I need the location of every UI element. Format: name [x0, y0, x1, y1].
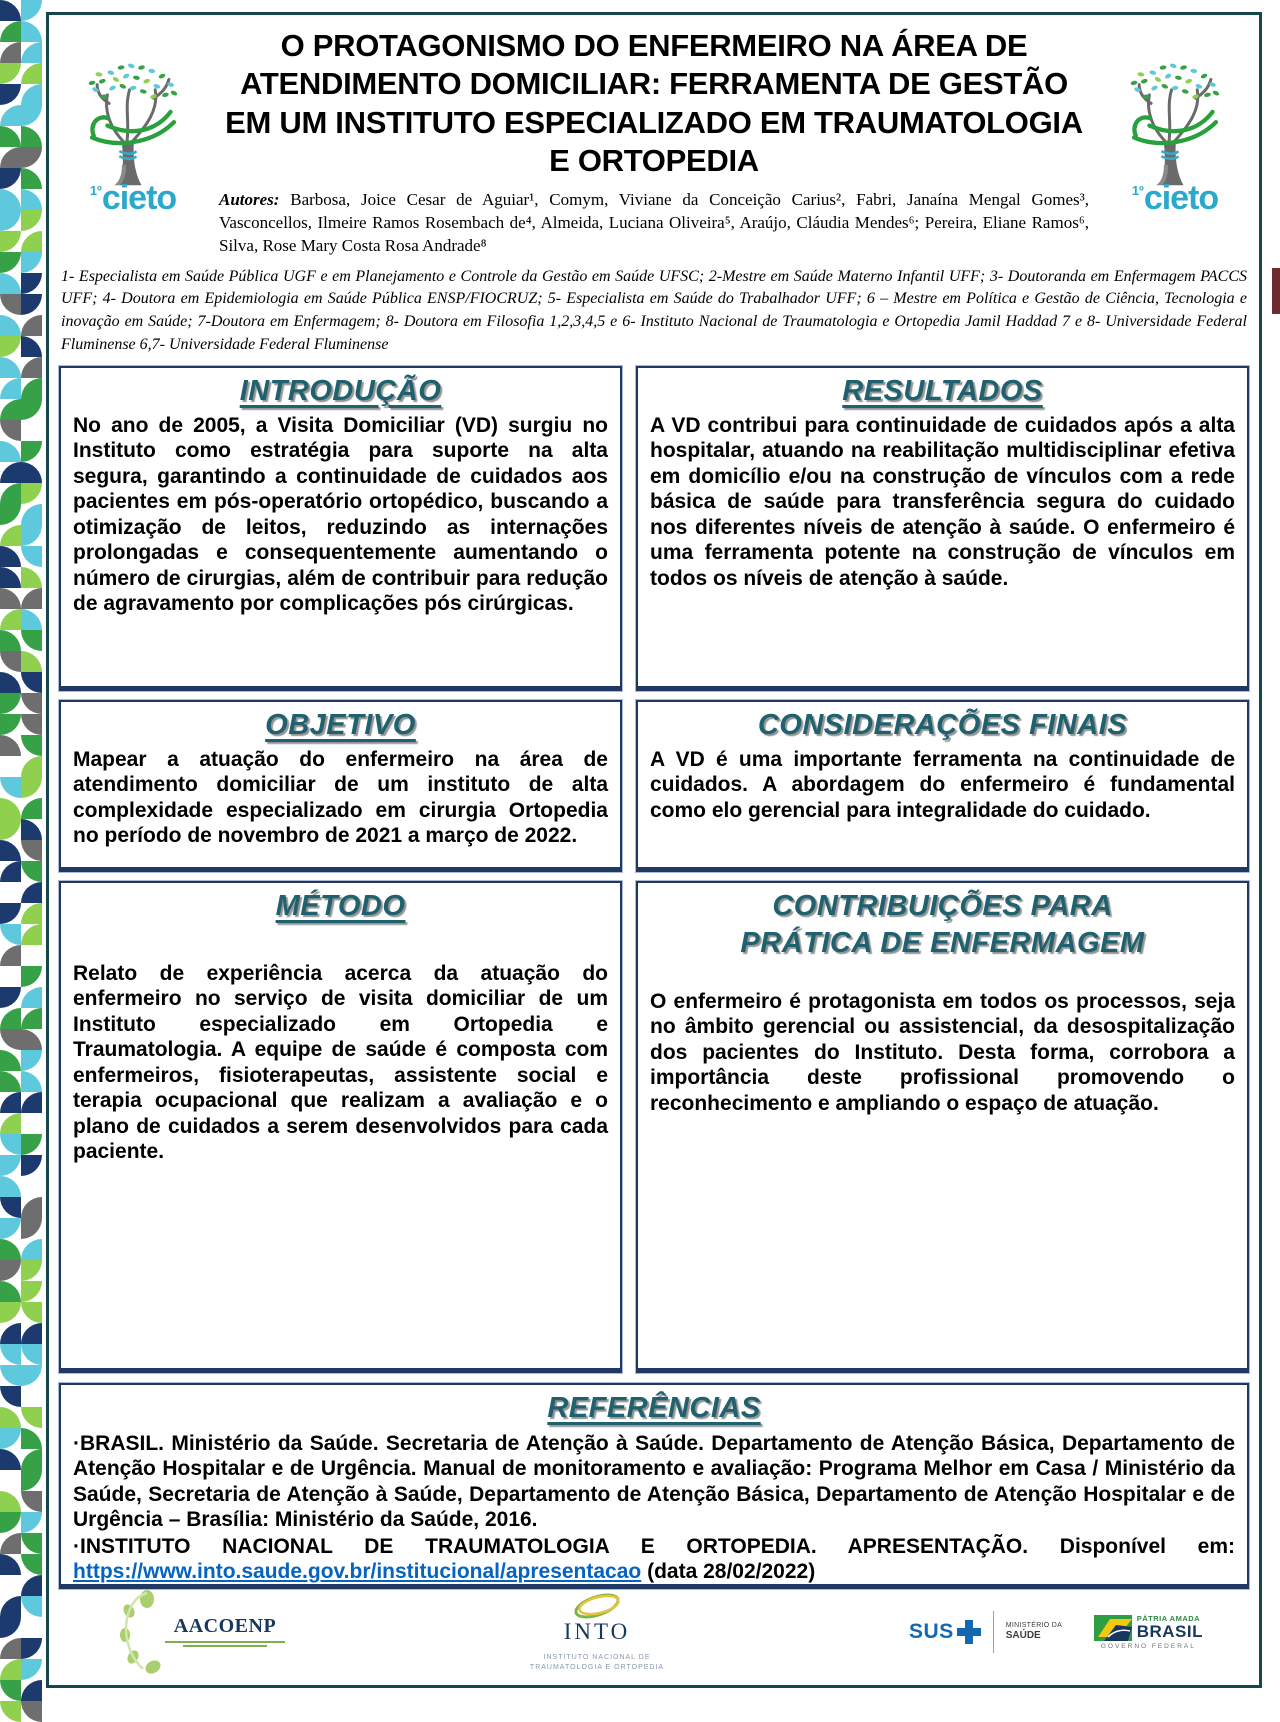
affiliations: 1- Especialista em Saúde Pública UGF e em Planejamento e Controle da Gestão em Saúde UFSC; 2-Mestre em Saúde Materno Infantil UFF; 3- Doutoranda em Enfermagem PACCS UFF; 4- Doutora em Epidemiologia em Saúde Pública ENSP/FIOCRUZ; 5- Especialista em Saúde do Trabalhador UFF; 6 – Mestre em Política e Gestão de Ciência, Tecnologia e inovação em Saúde; 7-Doutora em Enfermagem; 8- Doutora em Filosofia 1,2,3,4,5 e 6- Instituto Nacional de Traumatologia e Ortopedia Jamil Haddad 7 e 8- Universidade Federal Fluminense 6,7- Universidade Federal Fluminense	[61, 267, 1247, 353]
mosaic-cell	[21, 1092, 42, 1113]
mosaic-cell	[21, 567, 42, 588]
mosaic-cell	[21, 189, 42, 210]
mosaic-cell	[0, 1344, 21, 1365]
section-body-resultados: A VD contribui para continuidade de cuidados após a alta hospitalar, atuando na reabilitação multidisciplinar efetiva em domicílio e/ou na construção de vínculos com a rede básica de saúde para transferência segura do cuidado nos diferentes níveis de atenção à saúde. O enfermeiro é uma ferramenta potente na construção de vínculos em todos os níveis de atenção à saúde.	[650, 413, 1235, 590]
cieto-name: cieto	[1143, 179, 1219, 217]
brasil-line2: BRASIL	[1136, 1621, 1203, 1641]
mosaic-cell	[0, 1596, 21, 1617]
mosaic-cell	[21, 1281, 42, 1302]
mosaic-cell	[0, 84, 21, 105]
section-introducao	[59, 366, 622, 691]
mosaic-cell	[0, 1449, 21, 1470]
mosaic-cell	[0, 735, 21, 756]
section-heading-introducao: INTRODUÇÃO	[239, 375, 442, 408]
mosaic-cell	[0, 378, 21, 399]
mosaic-cell	[0, 987, 21, 1008]
mosaic-cell	[0, 399, 21, 420]
mosaic-cell	[0, 1638, 21, 1659]
mosaic-cell	[0, 420, 21, 441]
mosaic-cell	[0, 1701, 21, 1722]
mosaic-cell	[0, 63, 21, 84]
mosaic-cell	[21, 1386, 42, 1407]
mosaic-cell	[21, 651, 42, 672]
section-heading-consideracoes: CONSIDERAÇÕES FINAIS	[757, 709, 1128, 742]
mosaic-cell	[21, 357, 42, 378]
decorative-border	[0, 0, 42, 1707]
mosaic-cell	[0, 126, 21, 147]
mosaic-cell	[21, 105, 42, 126]
mosaic-cell	[21, 1218, 42, 1239]
mosaic-cell	[0, 798, 21, 819]
mosaic-cell	[0, 840, 21, 861]
mosaic-cell	[0, 1533, 21, 1554]
mosaic-cell	[21, 273, 42, 294]
mosaic-cell	[21, 1449, 42, 1470]
mosaic-cell	[0, 504, 21, 525]
mosaic-cell	[0, 819, 21, 840]
mosaic-cell	[21, 378, 42, 399]
mosaic-cell	[21, 462, 42, 483]
mosaic-cell	[21, 168, 42, 189]
into-name: INTO	[563, 1618, 631, 1644]
cieto-tree-icon	[74, 59, 192, 187]
ministry-of-health-label	[1006, 1622, 1078, 1642]
section-heading-contribuicoes-line1: CONTRIBUIÇÕES PARA	[772, 890, 1113, 923]
cieto-logo-right	[1101, 59, 1249, 215]
mosaic-cell	[0, 252, 21, 273]
mosaic-cell	[0, 609, 21, 630]
mosaic-cell	[0, 483, 21, 504]
mosaic-cell	[21, 924, 42, 945]
mosaic-cell	[0, 294, 21, 315]
mosaic-cell	[0, 1281, 21, 1302]
mosaic-cell	[21, 42, 42, 63]
mosaic-cell	[0, 1302, 21, 1323]
mosaic-cell	[0, 189, 21, 210]
mosaic-cell	[0, 882, 21, 903]
mosaic-cell	[21, 63, 42, 84]
mosaic-cell	[21, 798, 42, 819]
authors-list: Barbosa, Joice Cesar de Aguiar¹, Comym, Viviane da Conceição Carius², Fabri, Janaína Mengal Gomes³, Vasconcellos, Ilmeire Ramos Rosembach de⁴, Almeida, Luciana Oliveira⁵, Araújo, Cláudia Mendes⁶; Pereira, Eliane Ramos⁶, Silva, Rose Mary Costa Rosa Andrade⁸	[219, 189, 1089, 255]
mosaic-cell	[0, 1470, 21, 1491]
mosaic-cell	[21, 1575, 42, 1596]
section-contribuicoes	[636, 881, 1249, 1373]
mosaic-cell	[21, 1470, 42, 1491]
mosaic-cell	[21, 819, 42, 840]
mosaic-cell	[0, 315, 21, 336]
section-body-contribuicoes: O enfermeiro é protagonista em todos os processos, seja no âmbito gerencial ou assistencial, da desospitalização dos pacientes do Instituto. Desta forma, corrobora a importância deste profissional promovendo o reconhecimento e ampliando o espaço de atuação.	[650, 989, 1235, 1115]
mosaic-cell	[21, 1302, 42, 1323]
mosaic-cell	[0, 168, 21, 189]
mosaic-cell	[0, 1680, 21, 1701]
reference-item	[73, 1534, 1235, 1585]
section-heading-contribuicoes-line2: PRÁTICA DE ENFERMAGEM	[740, 926, 1145, 959]
reference-link[interactable]: https://www.into.saude.gov.br/institucional/apresentacao	[73, 1560, 642, 1584]
mosaic-cell	[21, 987, 42, 1008]
mosaic-cell	[21, 1197, 42, 1218]
mosaic-cell	[0, 1029, 21, 1050]
mosaic-cell	[21, 1155, 42, 1176]
mosaic-cell	[21, 1134, 42, 1155]
mosaic-cell	[0, 336, 21, 357]
mosaic-cell	[0, 1323, 21, 1344]
mosaic-cell	[21, 21, 42, 42]
mosaic-cell	[0, 1554, 21, 1575]
mosaic-cell	[21, 1008, 42, 1029]
reference-text: ·INSTITUTO NACIONAL DE TRAUMATOLOGIA E ORTOPEDIA. APRESENTAÇÃO. Disponível em:	[73, 1534, 1235, 1558]
mosaic-cell	[0, 945, 21, 966]
mosaic-cell	[0, 693, 21, 714]
mosaic-cell	[21, 1512, 42, 1533]
mosaic-cell	[0, 903, 21, 924]
aacoenp-name: AACOENP	[173, 1615, 277, 1637]
ministry-line2: SAÚDE	[1005, 1630, 1041, 1642]
mosaic-cell	[21, 84, 42, 105]
section-resultados	[636, 366, 1249, 691]
mosaic-cell	[0, 714, 21, 735]
mosaic-cell	[0, 1659, 21, 1680]
mosaic-cell	[0, 630, 21, 651]
mosaic-cell	[21, 399, 42, 420]
sus-cross-icon	[957, 1620, 981, 1644]
mosaic-cell	[21, 1239, 42, 1260]
mosaic-cell	[0, 924, 21, 945]
mosaic-cell	[0, 1239, 21, 1260]
mosaic-cell	[0, 861, 21, 882]
mosaic-cell	[21, 588, 42, 609]
mosaic-cell	[21, 1680, 42, 1701]
mosaic-cell	[0, 1617, 21, 1638]
references-list	[73, 1431, 1235, 1589]
brasil-line1: PÁTRIA AMADA	[1136, 1614, 1201, 1624]
mosaic-cell	[0, 525, 21, 546]
mosaic-cell	[0, 777, 21, 798]
mosaic-cell	[21, 840, 42, 861]
mosaic-cell	[0, 1197, 21, 1218]
mosaic-cell	[21, 126, 42, 147]
sections-grid	[59, 366, 1249, 1373]
footer-divider	[993, 1611, 994, 1653]
mosaic-cell	[21, 1428, 42, 1449]
authors-paragraph	[219, 189, 1089, 258]
mosaic-cell	[21, 1533, 42, 1554]
cieto-logo-text	[74, 181, 192, 215]
section-metodo	[59, 881, 622, 1373]
mosaic-cell	[21, 1323, 42, 1344]
poster-title: O PROTAGONISMO DO ENFERMEIRO NA ÁREA DE ATENDIMENTO DOMICILIAR: FERRAMENTA DE GESTÃO EM UM INSTITUTO ESPECIALIZADO EM TRAUMATOLOGIA E ORTOPEDIA	[225, 28, 1083, 179]
mosaic-cell	[21, 861, 42, 882]
mosaic-cell	[0, 0, 21, 21]
section-consideracoes-finais	[636, 700, 1249, 872]
aacoenp-tagline-lines	[165, 1641, 285, 1647]
mosaic-cell	[0, 231, 21, 252]
section-body-consideracoes: A VD é uma importante ferramenta na continuidade de cuidados. A abordagem do enfermeiro é fundamental como elo gerencial para integralidade do cuidado.	[650, 747, 1235, 822]
mosaic-cell	[21, 336, 42, 357]
poster-frame	[46, 12, 1262, 1688]
mosaic-cell	[0, 210, 21, 231]
mosaic-cell	[21, 210, 42, 231]
mosaic-cell	[21, 1701, 42, 1722]
mosaic-cell	[21, 1407, 42, 1428]
mosaic-cell	[21, 525, 42, 546]
brasil-line3: GOVERNO FEDERAL	[1100, 1642, 1196, 1650]
mosaic-cell	[21, 1344, 42, 1365]
mosaic-cell	[21, 756, 42, 777]
mosaic-cell	[0, 441, 21, 462]
mosaic-cell	[21, 693, 42, 714]
mosaic-cell	[21, 630, 42, 651]
reference-text: (data 28/02/2022)	[641, 1560, 816, 1584]
into-caption-line2: TRAUMATOLOGIA E ORTOPEDIA	[529, 1664, 665, 1671]
mosaic-cell	[0, 1113, 21, 1134]
mosaic-cell	[21, 1491, 42, 1512]
mosaic-cell	[21, 735, 42, 756]
sus-logo	[909, 1620, 981, 1644]
mosaic-cell	[21, 1113, 42, 1134]
cieto-tree-icon	[1116, 59, 1234, 187]
mosaic-cell	[0, 1512, 21, 1533]
mosaic-cell	[21, 945, 42, 966]
mosaic-cell	[21, 882, 42, 903]
mosaic-cell	[21, 504, 42, 525]
mosaic-cell	[0, 966, 21, 987]
mosaic-cell	[21, 1029, 42, 1050]
mosaic-cell	[0, 273, 21, 294]
mosaic-cell	[21, 672, 42, 693]
mosaic-cell	[21, 294, 42, 315]
patria-amada-brasil-logo	[1094, 1615, 1203, 1650]
mosaic-cell	[0, 1050, 21, 1071]
mosaic-cell	[0, 1008, 21, 1029]
mosaic-cell	[21, 1071, 42, 1092]
mosaic-cell	[0, 1365, 21, 1386]
mosaic-cell	[21, 1638, 42, 1659]
mosaic-cell	[21, 231, 42, 252]
mosaic-cell	[0, 588, 21, 609]
mosaic-cell	[0, 1092, 21, 1113]
mosaic-cell	[0, 1407, 21, 1428]
section-heading-objetivo: OBJETIVO	[265, 709, 416, 742]
mosaic-cell	[21, 1554, 42, 1575]
mosaic-cell	[0, 1428, 21, 1449]
ministry-line1: MINISTÉRIO DA	[1005, 1622, 1063, 1630]
mosaic-cell	[0, 1134, 21, 1155]
footer-logos	[59, 1589, 1249, 1681]
mosaic-cell	[21, 483, 42, 504]
cieto-edition: 1º	[1131, 183, 1144, 198]
mosaic-cell	[0, 105, 21, 126]
mosaic-cell	[0, 546, 21, 567]
into-swoosh-icon	[565, 1591, 629, 1621]
section-objetivo	[59, 700, 622, 872]
mosaic-cell	[0, 1386, 21, 1407]
mosaic-cell	[21, 1659, 42, 1680]
mosaic-cell	[0, 1155, 21, 1176]
mosaic-cell	[0, 1260, 21, 1281]
section-referencias	[59, 1383, 1249, 1589]
mosaic-cell	[0, 1575, 21, 1596]
section-heading-metodo: MÉTODO	[275, 890, 406, 923]
mosaic-cell	[21, 420, 42, 441]
section-body-introducao: No ano de 2005, a Visita Domiciliar (VD) surgiu no Instituto como estratégia para suporte na alta segura, garantindo a continuidade de cuidados aos pacientes em pós-operatório ortopédico, buscando a otimização de leitos, reduzindo as internações prolongadas e consequentemente aumentando o número de cirurgias, além de contribuir para redução de agravamento por complicações pós cirúrgicas.	[73, 413, 608, 616]
scrollbar-thumb[interactable]	[1272, 268, 1280, 314]
mosaic-cell	[21, 903, 42, 924]
mosaic-cell	[0, 1176, 21, 1197]
mosaic-cell	[21, 777, 42, 798]
reference-item	[73, 1431, 1235, 1533]
section-heading-referencias: REFERÊNCIAS	[547, 1392, 761, 1425]
mosaic-cell	[0, 672, 21, 693]
mosaic-cell	[0, 1491, 21, 1512]
mosaic-cell	[21, 252, 42, 273]
government-logos	[909, 1611, 1203, 1653]
mosaic-cell	[21, 1050, 42, 1071]
mosaic-cell	[21, 1365, 42, 1386]
mosaic-cell	[0, 21, 21, 42]
into-caption-line1: INSTITUTO NACIONAL DE	[543, 1653, 651, 1661]
mosaic-cell	[21, 0, 42, 21]
sus-name: SUS	[909, 1620, 954, 1643]
section-body-objetivo: Mapear a atuação do enfermeiro na área de atendimento domiciliar de um instituto de alta complexidade especializado em cirurgia Ortopedia no período de novembro de 2021 a março de 2022.	[73, 747, 608, 848]
mosaic-cell	[21, 1617, 42, 1638]
mosaic-cell	[21, 315, 42, 336]
brasil-flag-icon	[1094, 1615, 1132, 1641]
mosaic-cell	[0, 1218, 21, 1239]
mosaic-cell	[21, 1176, 42, 1197]
mosaic-cell	[0, 42, 21, 63]
mosaic-cell	[21, 714, 42, 735]
section-heading-resultados: RESULTADOS	[842, 375, 1043, 408]
cieto-logo-left	[59, 59, 207, 215]
section-body-metodo: Relato de experiência acerca da atuação do enfermeiro no serviço de visita domiciliar de um Instituto especializado em Ortopedia e Traumatologia. A equipe de saúde é composta com enfermeiros, fisioterapeutas, assistente social e terapia ocupacional que realizam a avaliação e o plano de cuidados a serem desenvolvidos para cada paciente.	[73, 961, 608, 1164]
aacoenp-logo	[115, 1589, 285, 1675]
mosaic-cell	[0, 567, 21, 588]
mosaic-cell	[21, 966, 42, 987]
into-logo	[530, 1591, 664, 1674]
cieto-edition: 1º	[89, 183, 102, 198]
mosaic-cell	[21, 609, 42, 630]
mosaic-cell	[0, 756, 21, 777]
poster-header	[59, 21, 1249, 258]
mosaic-cell	[0, 651, 21, 672]
mosaic-cell	[21, 546, 42, 567]
cieto-name: cieto	[101, 179, 177, 217]
cieto-logo-text	[1116, 181, 1234, 215]
mosaic-cell	[0, 1071, 21, 1092]
mosaic-cell	[0, 147, 21, 168]
mosaic-cell	[21, 1260, 42, 1281]
mosaic-cell	[0, 462, 21, 483]
mosaic-cell	[21, 147, 42, 168]
mosaic-cell	[0, 357, 21, 378]
reference-text: ·BRASIL. Ministério da Saúde. Secretaria de Atenção à Saúde. Departamento de Atenção Básica, Departamento de Atenção Hospitalar e de Urgência. Manual de monitoramento e avaliação: Programa Melhor em Casa / Ministério da Saúde, Secretaria de Atenção à Saúde, Departamento de Atenção Básica, Departamento de Atenção Hospitalar e de Urgência – Brasília: Ministério da Saúde, 2016.	[73, 1431, 1235, 1532]
mosaic-cell	[21, 441, 42, 462]
mosaic-cell	[21, 1596, 42, 1617]
authors-label: Autores:	[219, 189, 280, 209]
